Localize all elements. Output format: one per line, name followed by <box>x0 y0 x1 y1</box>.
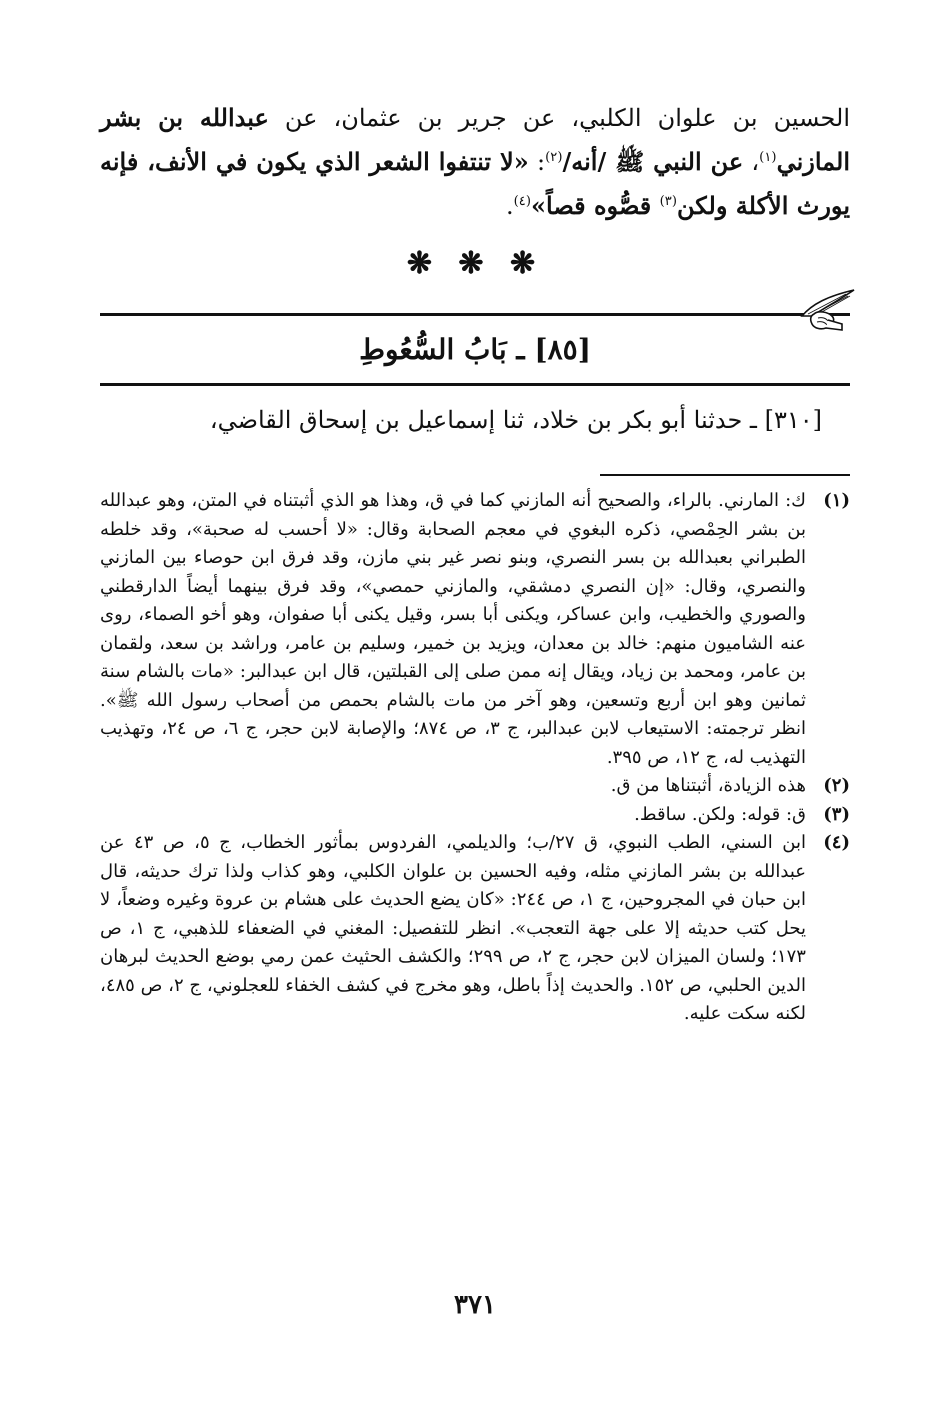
chapter-title: [٨٥] ـ بَابُ السُّعُوطِ <box>359 333 591 366</box>
footnote-number: (٢) <box>823 775 850 796</box>
chapter-top-rule <box>100 313 850 316</box>
main-text-narrator: عبدالله بن بشر المازني <box>100 103 851 176</box>
footnote-ref-2[interactable]: (٢) <box>545 150 563 165</box>
footnote-ref-3[interactable]: (٣) <box>659 194 677 209</box>
main-text-hadith: «لا تنتفوا الشعر الذي يكون في الأنف، فإنه يورث الأكلة ولكن <box>100 147 850 220</box>
footnote-text: ق: قوله: ولكن. ساقط. <box>634 803 806 825</box>
main-text-period: . <box>505 192 514 220</box>
section-separator-stars: ❋ ❋ ❋ <box>406 246 544 281</box>
footnote-text: هذه الزيادة، أثبتناها من ق. <box>610 775 806 796</box>
footnote-text: ك: المارني. بالراء، والصحيح أنه المازني كما في ق، وهذا هو الذي أثبتناه في المتن، وهو عبدالله بن بشر الحِمْصي، ذكره البغوي في معجم الصحابة وقال: «لا أحسب له صحبة»، وقد خلطه الطبراني بعبدالله بن بسر النصري، وبنو نصر غير بني مازن، وقد فرق ابن حوصاء بين المازني والنصري، وقال: «إن النصري دمشقي، والمازني حمصي»، وقد فرق بينهما أيضاً الدارقطني والصوري والخطيب، وابن عساكر، ويكنى أبا بسر، وقيل يكنى أبا صفوان، وهو أخو الصماء، روى عنه الشاميون منهم: خالد بن معدان، ويزيد بن خمير، وسليم بن عامر، وراشد بن سعد، ولقمان بن عامر، ومحمد بن زياد، ويقال إنه ممن صلى إلى القبلتين، قال ابن عبدالبر: «مات بالشام سنة ثمانين وهو ابن أربع وتسعين، وهو آخر من مات بالشام بحمص من أصحاب رسول الله ﷺ». انظر ترجمته: الاستيعاب لابن عبدالبر، ج ٣، ص ٨٧٤؛ والإصابة لابن حجر، ج ٦، ص ٢٤، وتهذيب التهذيب له، ج ١٢، ص ٣٩٥. <box>100 490 807 768</box>
footnote-text: ابن السني، الطب النبوي، ق ٢٧/ب؛ والديلمي، الفردوس بمأثور الخطاب، ج ٥، ص ٤٣ عن عبدالله بن بشر المازني مثله، وفيه الحسين بن علوان الكلبي، وهو كذاب ولذا ترك حديثه، قال ابن حبان في المجروحين، ج ١، ص ٢٤٤: «كان يضع الحديث على هشام بن عروة وغيره وضعاً، لا يحل كتب حديثه إلا على جهة التعجب». انظر للتفصيل: المغني في الضعفاء للذهبي، ج ١، ص ١٧٣؛ ولسان الميزان لابن حجر، ج ٢، ص ٢٩٩؛ والكشف الحثيث عمن رمي بوضع الحديث لبرهان الدين الحلبي، ص ١٥٢. والحديث إذاً باطل، وهو مخرج في كشف الخفاء للعجلوني، ج ٢، ص ٤٨٥، لكنه سكت عليه. <box>100 832 807 1024</box>
footnote-2 <box>100 772 850 801</box>
hadith-intro-line: [٣١٠] ـ حدثنا أبو بكر بن خلاد، ثنا إسماعيل بن إسحاق القاضي، <box>209 406 822 434</box>
footnote-4 <box>100 829 850 1029</box>
footnote-number: (١) <box>823 490 850 511</box>
footnote-ref-1[interactable]: (١) <box>759 150 777 165</box>
footnotes-section <box>100 487 850 1029</box>
footnote-1 <box>100 487 850 772</box>
footnote-number: (٤) <box>823 832 850 853</box>
chapter-bottom-rule <box>100 383 850 386</box>
footnote-3 <box>100 801 850 830</box>
footnote-separator-rule <box>600 474 850 476</box>
footnote-ref-4[interactable]: (٤) <box>513 194 532 209</box>
main-text-comma: ، <box>743 148 760 176</box>
page-number: ٣٧١ <box>454 1290 496 1320</box>
main-text-plain-start: الحسين بن علوان الكلبي، عن جرير بن عثمان، عن <box>268 104 850 132</box>
main-text-paragraph <box>100 96 850 228</box>
footnote-number: (٣) <box>823 803 850 825</box>
book-page <box>100 0 850 1401</box>
main-text-hadith-end: قصُّوه قصاً» <box>531 191 660 220</box>
main-text-prophet: عن النبي ﷺ /أنه/ <box>562 147 744 176</box>
main-text-colon: : <box>528 148 546 176</box>
